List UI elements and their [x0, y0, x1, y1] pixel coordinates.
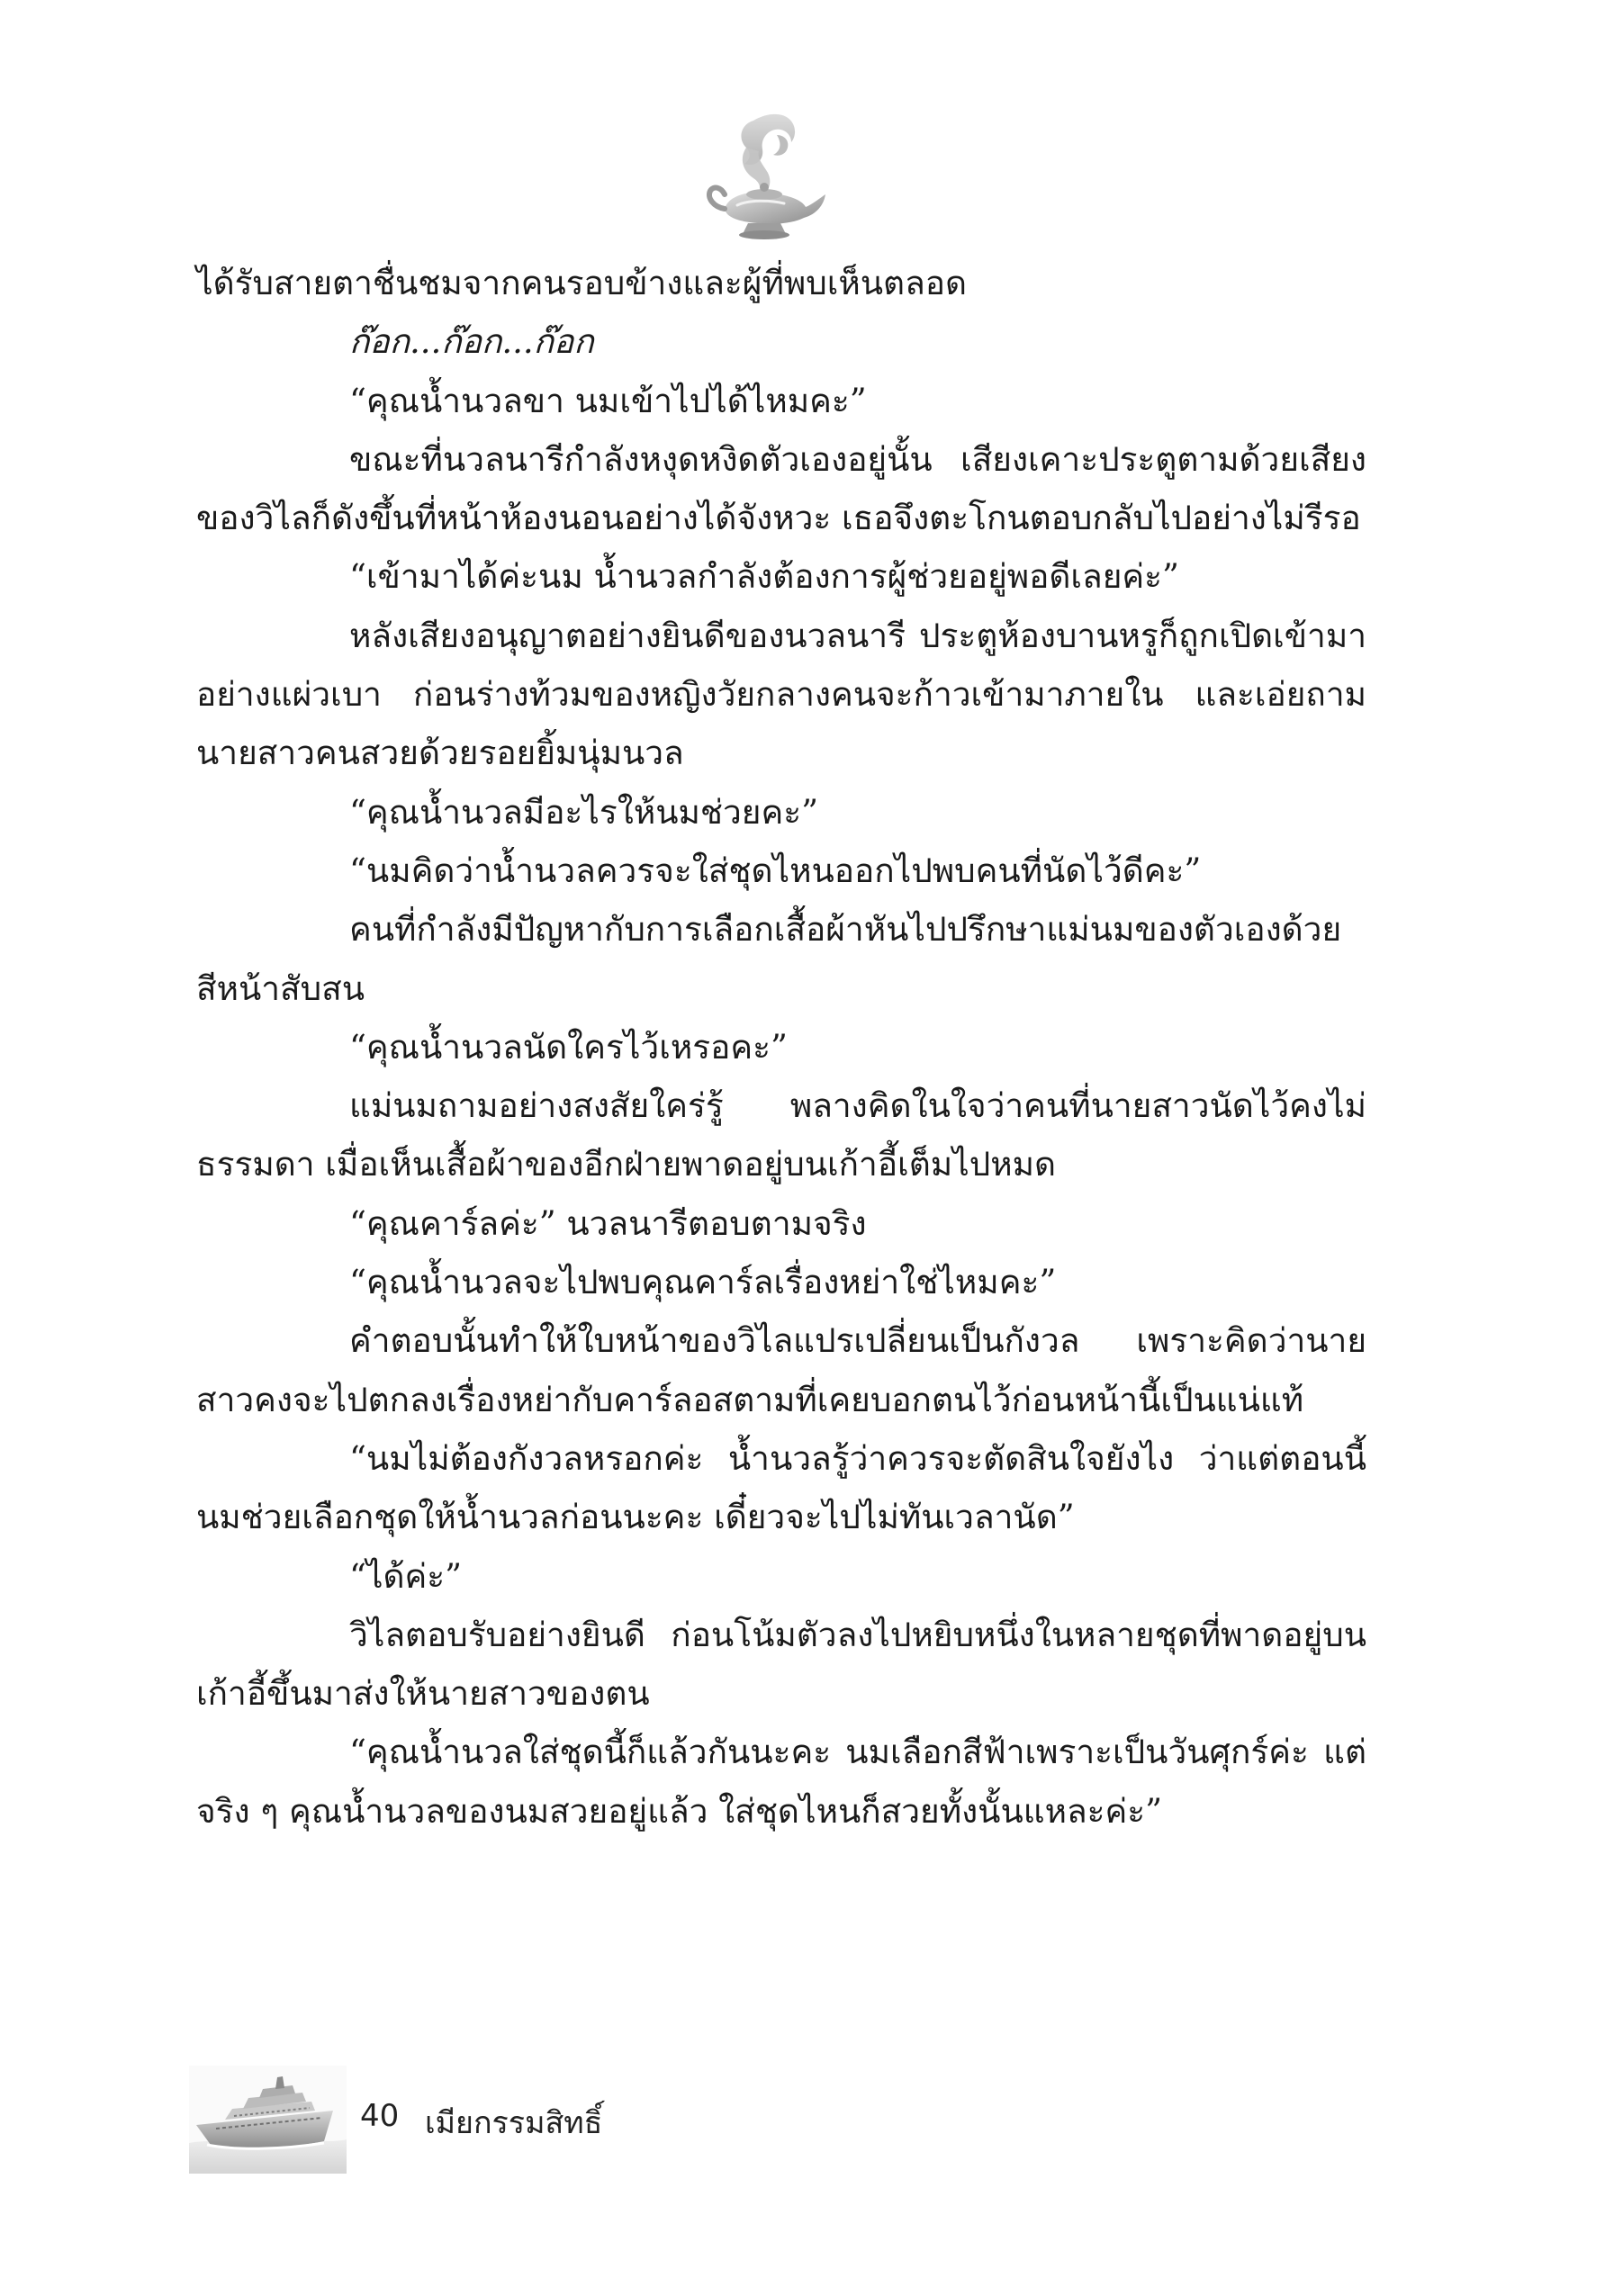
page-number: 40 [360, 2098, 400, 2134]
paragraph: คำตอบนั้นทำให้ใบหน้าของวิไลแปรเปลี่ยนเป็นกังวล เพราะคิดว่านายสาวคงจะไปตกลงเรื่องหย่ากับคาร์ลอสตามที่เคยบอกตนไว้ก่อนหน้านี้เป็นแน่แท้ [196, 1321, 1366, 1419]
paragraph: แม่นมถามอย่างสงสัยใคร่รู้ พลางคิดในใจว่าคนที่นายสาวนัดไว้คงไม่ธรรมดา เมื่อเห็นเสื้อผ้าของอีกฝ่ายพาดอยู่บนเก้าอี้เต็มไปหมด [196, 1086, 1366, 1184]
paragraph: “นมคิดว่าน้ำนวลควรจะใส่ชุดไหนออกไปพบคนที่นัดไว้ดีคะ” [349, 851, 1202, 890]
book-title: เมียกรรมสิทธิ์ [425, 2105, 603, 2141]
paragraph: “คุณน้ำนวลใส่ชุดนี้ก็แล้วกันนะคะ นมเลือกสีฟ้าเพราะเป็นวันศุกร์ค่ะ แต่จริง ๆ คุณน้ำนวลของนมสวยอยู่แล้ว ใส่ชุดไหนก็สวยทั้งนั้นแหละค่ะ” [196, 1733, 1366, 1831]
paragraph: “คุณน้ำนวลนัดใครไว้เหรอคะ” [349, 1027, 788, 1067]
paragraph: “เข้ามาได้ค่ะนม น้ำนวลกำลังต้องการผู้ช่วยอยู่พอดีเลยค่ะ” [349, 557, 1179, 597]
page-footer [189, 2066, 819, 2183]
paragraph: ขณะที่นวลนารีกำลังหงุดหงิดตัวเองอยู่นั้น เสียงเคาะประตูตามด้วยเสียงของวิไลก็ดังขึ้นที่หน้าห้องนอนอย่างได้จังหวะ เธอจึงตะโกนตอบกลับไปอย่างไม่รีรอ [196, 439, 1366, 538]
paragraph: หลังเสียงอนุญาตอย่างยินดีของนวลนารี ประตูห้องบานหรูก็ถูกเปิดเข้ามาอย่างแผ่วเบา ก่อนร่างท้วมของหญิงวัยกลางคนจะก้าวเข้ามาภายใน และเอ่ยถามนายสาวคนสวยด้วยรอยยิ้มนุ่มนวล [196, 616, 1366, 773]
paragraph: วิไลตอบรับอย่างยินดี ก่อนโน้มตัวลงไปหยิบหนึ่งในหลายชุดที่พาดอยู่บนเก้าอี้ขึ้นมาส่งให้นายสาวของตน [196, 1615, 1366, 1714]
paragraph: “ได้ค่ะ” [349, 1556, 463, 1596]
cruise-ship-icon [189, 2066, 347, 2174]
paragraph: “นมไม่ต้องกังวลหรอกค่ะ น้ำนวลรู้ว่าควรจะตัดสินใจยังไง ว่าแต่ตอนนี้นมช่วยเลือกชุดให้น้ำนวลก่อนนะคะ เดี๋ยวจะไปไม่ทันเวลานัด” [196, 1438, 1366, 1537]
paragraph: “คุณน้ำนวลจะไปพบคุณคาร์ลเรื่องหย่าใช่ไหมคะ” [349, 1263, 1057, 1302]
body-text [196, 254, 1366, 1841]
paragraph: “คุณน้ำนวลขา นมเข้าไปได้ไหมคะ” [349, 381, 867, 420]
paragraph: คนที่กำลังมีปัญหากับการเลือกเสื้อผ้าหันไปปรึกษาแม่นมของตัวเองด้วยสีหน้าสับสน [196, 910, 1342, 1008]
paragraph: ก๊อก...ก๊อก...ก๊อก [349, 322, 594, 362]
paragraph: “คุณคาร์ลค่ะ” นวลนารีตอบตามจริง [349, 1203, 867, 1243]
paragraph: ได้รับสายตาชื่นชมจากคนรอบข้างและผู้ที่พบเห็นตลอด [196, 264, 967, 302]
paragraph: “คุณน้ำนวลมีอะไรให้นมช่วยคะ” [349, 792, 819, 832]
genie-lamp-icon [698, 108, 833, 252]
